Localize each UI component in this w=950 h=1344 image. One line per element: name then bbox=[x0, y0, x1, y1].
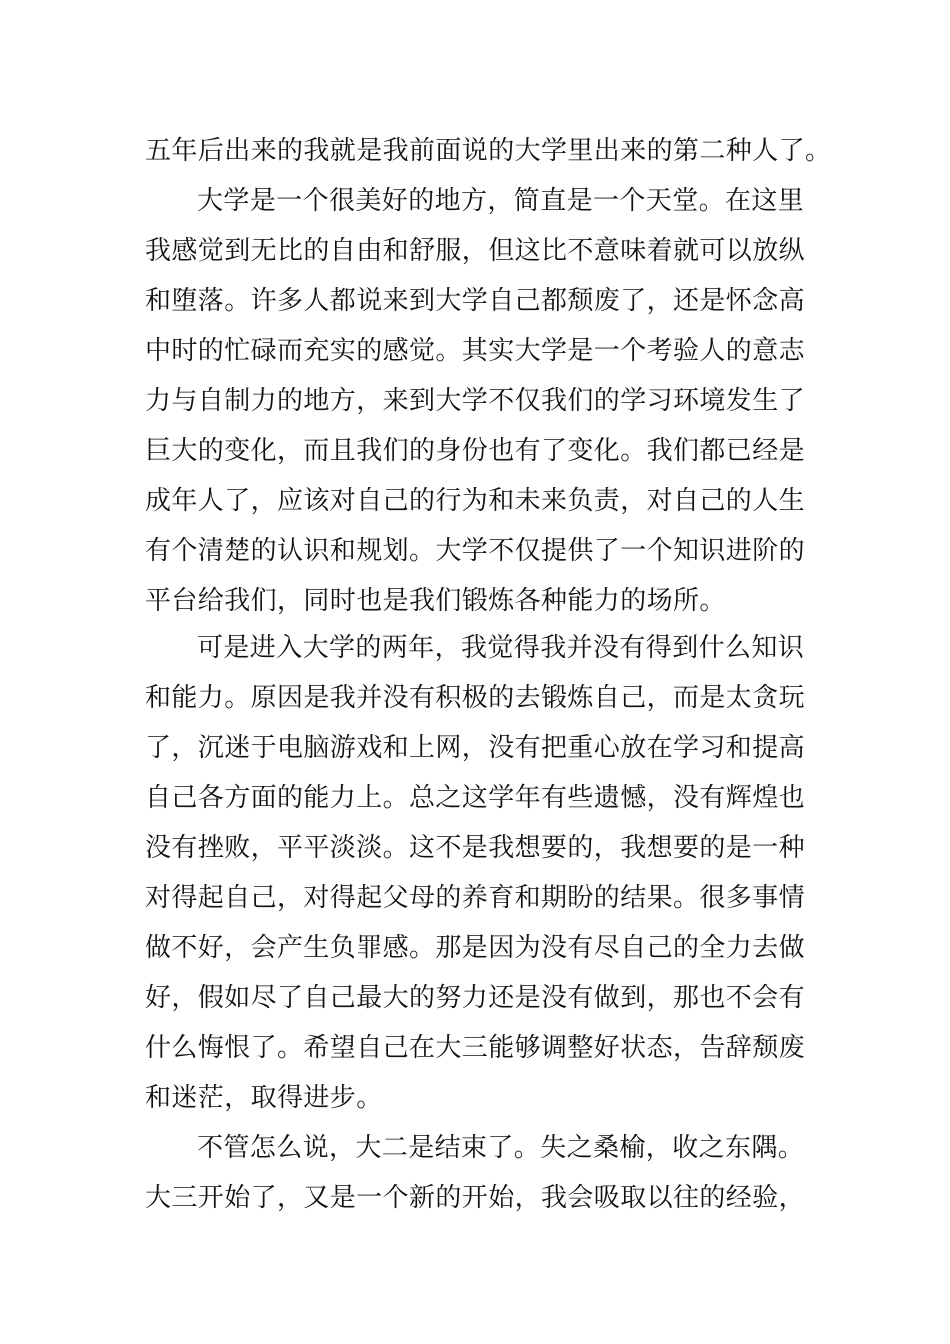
paragraph-start-line: 不管怎么说，大二是结束了。失之桑榆，收之东隅。 bbox=[197, 1133, 805, 1163]
text-line: 力与自制力的地方，来到大学不仅我们的学习环境发生了 bbox=[145, 386, 806, 416]
text-line: 和堕落。许多人都说来到大学自己都颓废了，还是怀念高 bbox=[145, 286, 806, 316]
text-line: 没有挫败，平平淡淡。这不是我想要的，我想要的是一种 bbox=[145, 833, 806, 863]
text-line: 五年后出来的我就是我前面说的大学里出来的第二种人了。 bbox=[145, 136, 832, 166]
text-line: 了，沉迷于电脑游戏和上网，没有把重心放在学习和提高 bbox=[145, 733, 806, 763]
text-line: 什么悔恨了。希望自己在大三能够调整好状态，告辞颓废 bbox=[145, 1033, 806, 1063]
text-line: 自己各方面的能力上。总之这学年有些遗憾，没有辉煌也 bbox=[145, 783, 806, 813]
text-line: 对得起自己，对得起父母的养育和期盼的结果。很多事情 bbox=[145, 883, 806, 913]
text-line: 成年人了，应该对自己的行为和未来负责，对自己的人生 bbox=[145, 486, 806, 516]
text-line: 好，假如尽了自己最大的努力还是没有做到，那也不会有 bbox=[145, 983, 806, 1013]
paragraph-start-line: 大学是一个很美好的地方，简直是一个天堂。在这里 bbox=[197, 186, 805, 216]
text-line: 巨大的变化，而且我们的身份也有了变化。我们都已经是 bbox=[145, 436, 806, 466]
text-line: 大三开始了，又是一个新的开始，我会吸取以往的经验， bbox=[145, 1183, 806, 1213]
text-line: 平台给我们，同时也是我们锻炼各种能力的场所。 bbox=[145, 586, 726, 616]
text-line: 和能力。原因是我并没有积极的去锻炼自己，而是太贪玩 bbox=[145, 683, 806, 713]
text-line: 和迷茫，取得进步。 bbox=[145, 1083, 383, 1113]
text-line: 中时的忙碌而充实的感觉。其实大学是一个考验人的意志 bbox=[145, 336, 806, 366]
text-line: 我感觉到无比的自由和舒服，但这比不意味着就可以放纵 bbox=[145, 236, 806, 266]
text-line: 做不好，会产生负罪感。那是因为没有尽自己的全力去做 bbox=[145, 933, 806, 963]
paragraph-start-line: 可是进入大学的两年，我觉得我并没有得到什么知识 bbox=[197, 633, 805, 663]
text-line: 有个清楚的认识和规划。大学不仅提供了一个知识进阶的 bbox=[145, 536, 806, 566]
